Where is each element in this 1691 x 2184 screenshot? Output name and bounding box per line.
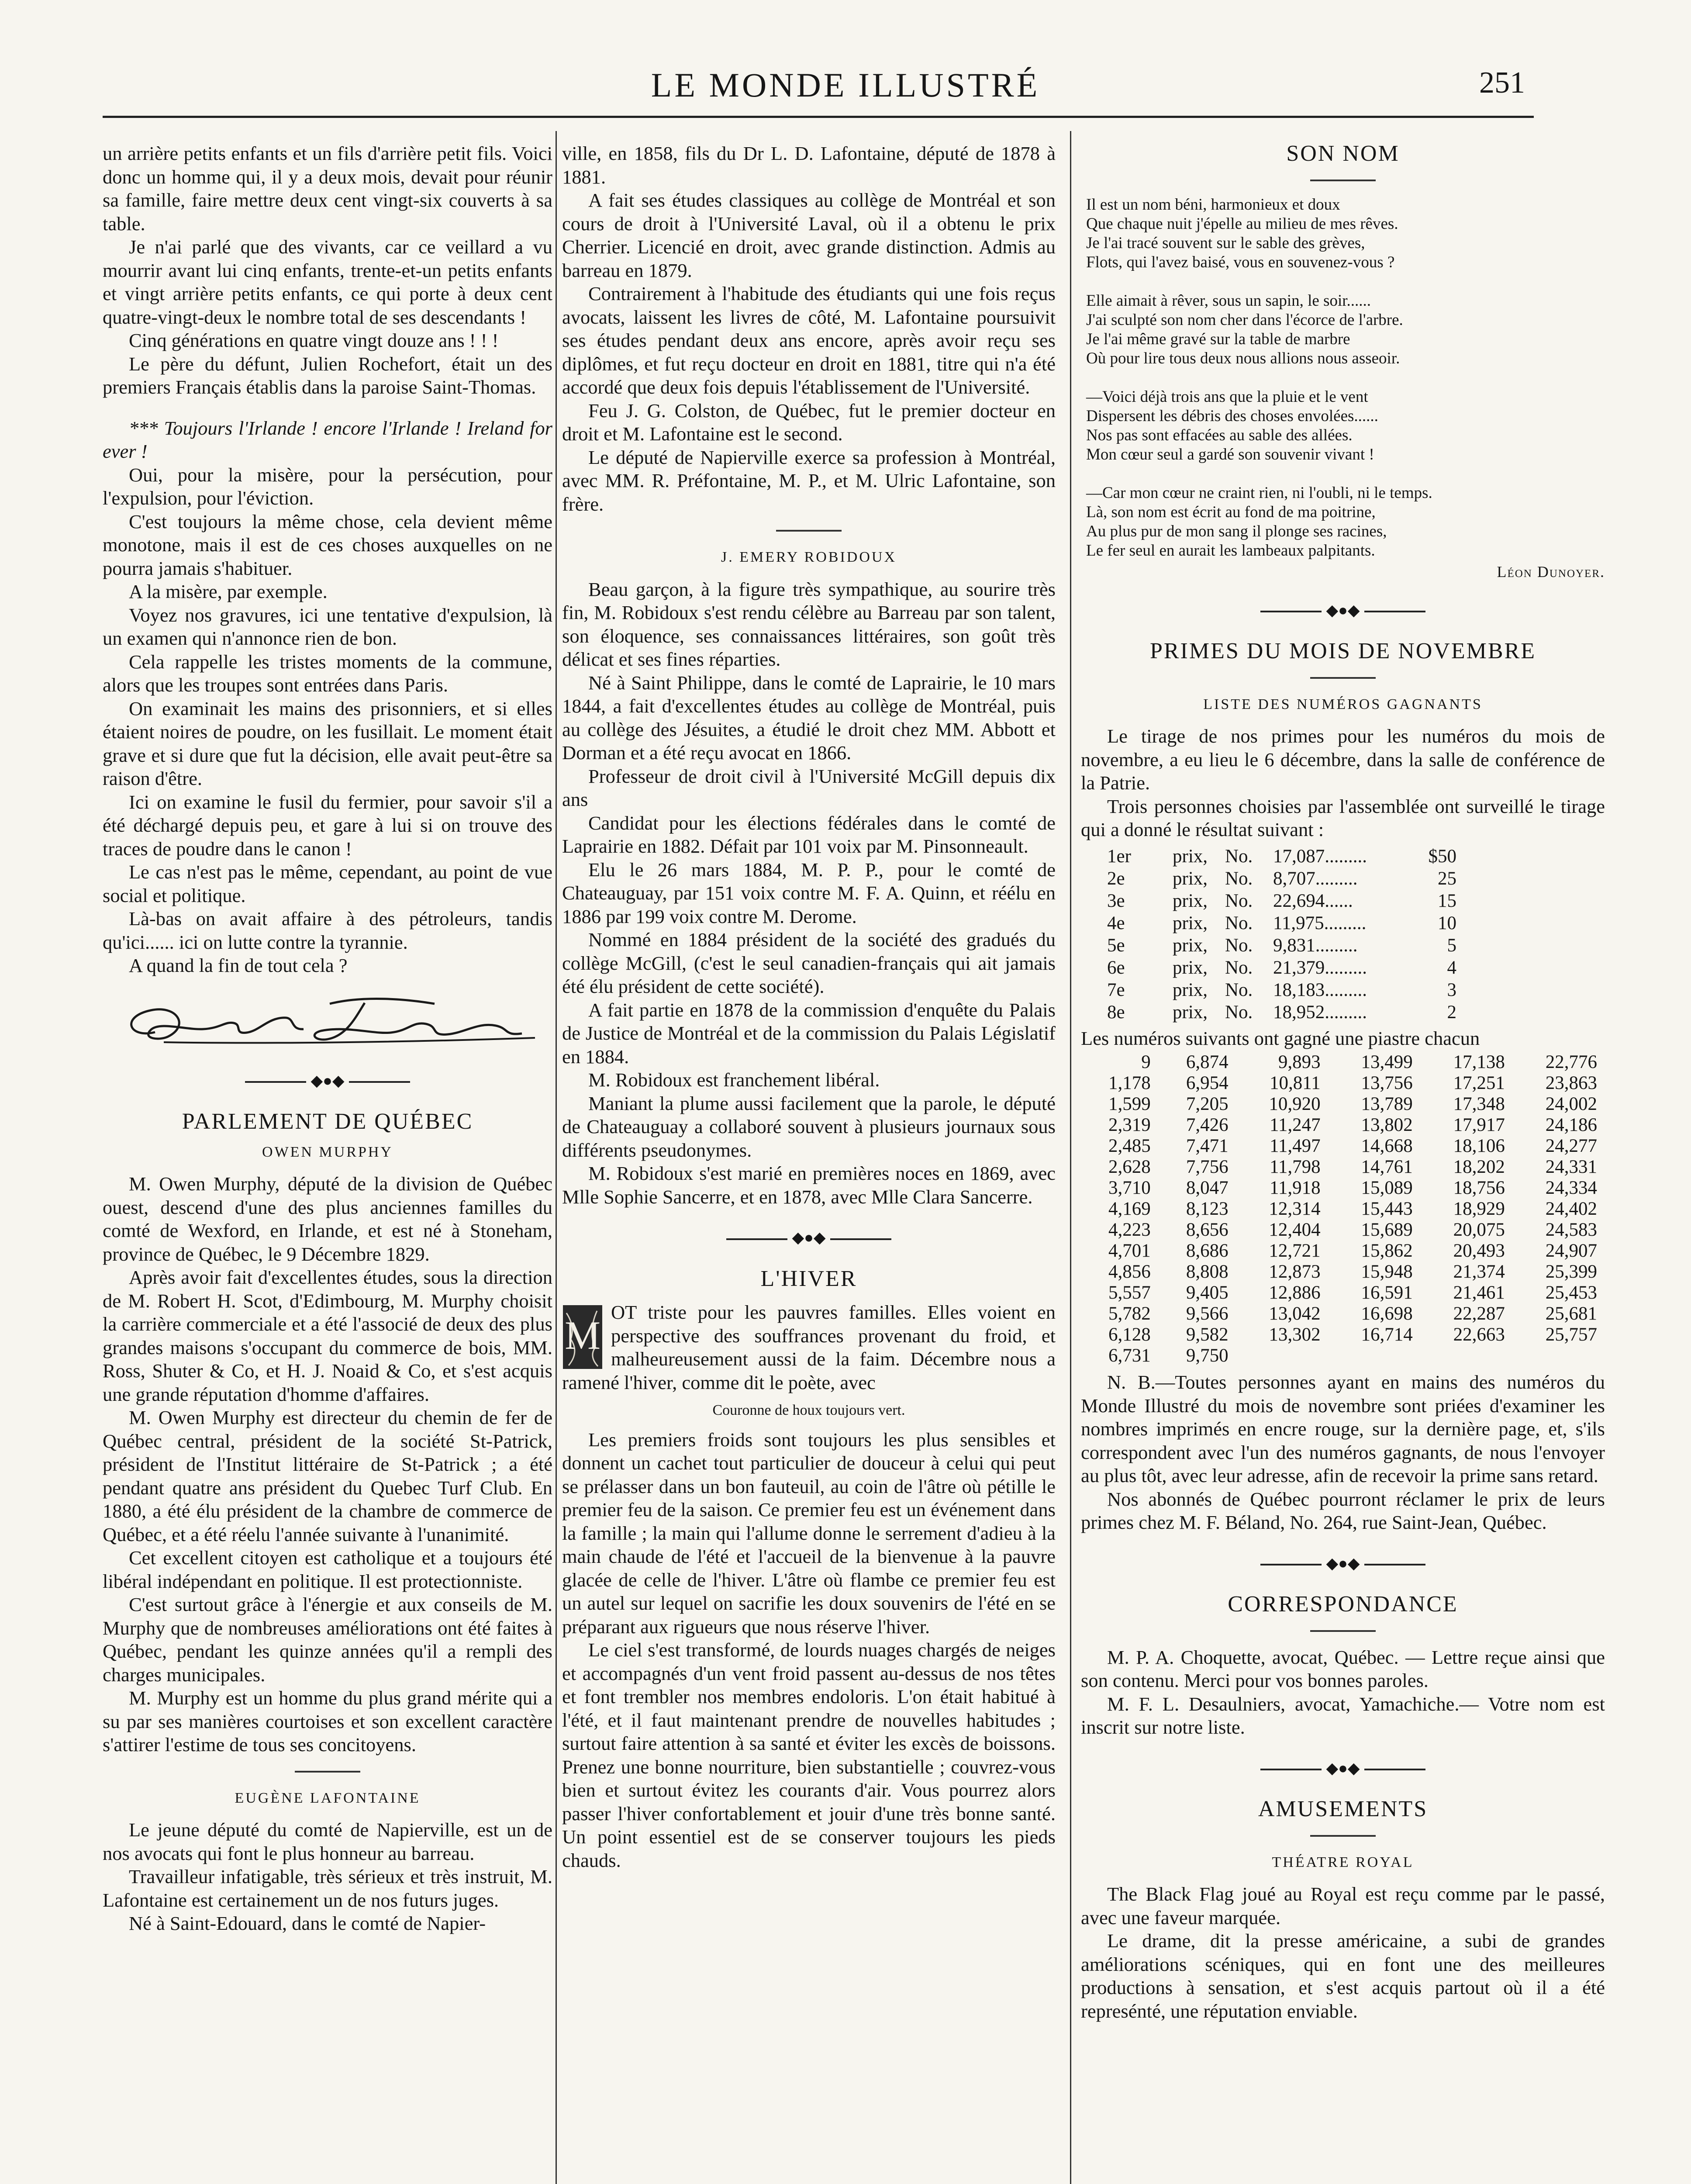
prize-row xyxy=(1107,1001,1605,1023)
table-row xyxy=(1081,1220,1605,1241)
quote-line: Couronne de houx toujours vert. xyxy=(712,1402,905,1418)
signature xyxy=(103,991,552,1052)
table-cell: 4,223 xyxy=(1108,1220,1151,1240)
paragraph: Le tirage de nos primes pour les numéros du mois de novembre, a eu lieu le 6 décembre, dans la salle de conférence de la Patrie. xyxy=(1081,725,1605,794)
prize-cell: 18,183......... xyxy=(1273,979,1367,1000)
table-cell xyxy=(1329,1345,1421,1366)
paragraph: Après avoir fait d'excellentes études, sous la direction de M. Robert H. Scot, d'Edimbourg, M. Murphy choisit la carrière commerciale et a été l'associé de deux des plus grandes maisons s'occupant du commerce de bois, MM. Ross, Shuter & Co, et H. J. Noaid & Co, et s'est acquis une grande réputation d'homme d'affaires. xyxy=(103,1266,552,1405)
table-cell: 25,681 xyxy=(1545,1303,1597,1324)
table-cell: 21,374 xyxy=(1453,1261,1505,1282)
paragraph: Né à Saint Philippe, dans le comté de Laprairie, le 10 mars 1844, a fait d'excellentes études au collège de Montréal, puis au collège des Jésuites, a étudié le droit chez MM. Abbott et Dorman et a été reçu avocat en 1866. xyxy=(562,671,1056,764)
stanza xyxy=(1086,291,1605,368)
prize-cell: prix, xyxy=(1173,1002,1208,1023)
numbers-caption: Les numéros suivants ont gagné une piastre chacun xyxy=(1081,1027,1480,1049)
paragraph: Nos abonnés de Québec pourront réclamer le prix de leurs primes chez M. F. Béland, No. 264, rue Saint-Jean, Québec. xyxy=(1081,1488,1605,1533)
prize-cell: 7e xyxy=(1107,979,1125,1000)
subheading: EUGÈNE LAFONTAINE xyxy=(235,1790,421,1806)
table-cell: 17,251 xyxy=(1453,1073,1505,1093)
prize-cell: 5 xyxy=(1447,935,1456,956)
table-cell: 21,461 xyxy=(1453,1282,1505,1303)
table-cell: 6,731 xyxy=(1108,1345,1151,1366)
section-heading: PARLEMENT DE QUÉBEC xyxy=(182,1109,473,1134)
paragraph: M. Owen Murphy est directeur du chemin de fer de Québec central, président de la société St-Patrick, président de l'Institut littéraire de St-Patrick ; a été pendant quatre ans président du Quebec Turf Club. En 1880, a été élu président de la chambre de commerce de Québec, et a été réelu l'année suivante à l'unanimité. xyxy=(103,1406,552,1545)
prize-cell: 25 xyxy=(1438,868,1456,889)
paragraph: A fait partie en 1878 de la commission d'enquête du Palais de Justice de Montréal et de la commission du Palais Législatif en 1884. xyxy=(562,999,1056,1068)
prize-cell: prix, xyxy=(1173,912,1208,933)
column-3 xyxy=(1081,142,1605,2023)
table-cell: 15,689 xyxy=(1361,1220,1413,1240)
table-row xyxy=(1081,1345,1605,1366)
ornament-divider: ◆●◆ xyxy=(1081,599,1605,622)
prize-cell: 6e xyxy=(1107,957,1125,978)
paragraph: Les premiers froids sont toujours les plus sensibles et donnent un cachet tout particulier de douceur à celui qui peut se prélasser dans un bon fauteuil, au coin de l'âtre où pétille le premier feu de la saison. Ce premier feu est un événement dans la famille ; la main qui l'allume donne le serrement d'adieu à la main chaude de l'été et l'accueil de la bienvenue à la pauvre glacée de celle de l'hiver. L'âtre où flambe ce premier feu est un autel sur lequel on sacrifie les doux souvenirs de l'été en se préparant aux rigueurs que nous réserve l'hiver. xyxy=(562,1428,1056,1638)
poem-line: Où pour lire tous deux nous allions nous asseoir. xyxy=(1086,349,1400,367)
paragraph: ville, en 1858, fils du Dr L. D. Lafontaine, député de 1878 à 1881. xyxy=(562,142,1056,188)
table-cell: 13,789 xyxy=(1361,1094,1413,1114)
table-cell: 11,798 xyxy=(1270,1157,1321,1177)
poem-line: Là, son nom est écrit au fond de ma poitrine, xyxy=(1086,503,1376,521)
table-cell xyxy=(1236,1345,1329,1366)
paragraph: un arrière petits enfants et un fils d'arrière petit fils. Voici donc un homme qui, il y a deux mois, devait pour réunir sa famille, faire mettre deux cent vingt-six couverts à sa table. xyxy=(103,142,552,235)
prize-cell: No. xyxy=(1225,1002,1253,1023)
prize-row xyxy=(1107,934,1605,957)
rule xyxy=(1310,1835,1376,1837)
drop-cap-letter: M xyxy=(565,1313,600,1358)
rule xyxy=(295,1771,360,1773)
paragraph: Travailleur infatigable, très sérieux et très instruit, M. Lafontaine est certainement un de nos futurs juges. xyxy=(103,1866,552,1911)
poem-line: Au plus pur de mon sang il plonge ses racines, xyxy=(1086,522,1387,540)
table-row xyxy=(1081,1324,1605,1345)
subheading: J. EMERY ROBIDOUX xyxy=(721,549,897,565)
paragraph: Beau garçon, à la figure très sympathique, au sourire très fin, M. Robidoux s'est rendu célèbre au Barreau par son talent, son éloquence, ses connaissances littéraires, son goût très délicat et ses fines réparties. xyxy=(562,578,1056,670)
table-cell: 20,493 xyxy=(1453,1241,1505,1261)
table-cell: 10,811 xyxy=(1270,1073,1321,1093)
table-cell: 7,205 xyxy=(1186,1094,1229,1114)
stanza xyxy=(1086,484,1605,560)
table-cell: 13,499 xyxy=(1361,1052,1413,1072)
table-cell: 25,453 xyxy=(1545,1282,1597,1303)
table-cell: 22,287 xyxy=(1453,1303,1505,1324)
ornament-divider: ◆●◆ xyxy=(1081,1757,1605,1780)
table-cell: 7,426 xyxy=(1186,1115,1229,1135)
table-cell: 15,443 xyxy=(1361,1199,1413,1219)
paragraph: Trois personnes choisies par l'assemblée ont surveillé le tirage qui a donné le résultat suivant : xyxy=(1081,795,1605,840)
table-cell: 11,247 xyxy=(1270,1115,1321,1135)
table-cell: 25,757 xyxy=(1545,1324,1597,1345)
table-cell: 14,761 xyxy=(1361,1157,1413,1177)
table-cell: 24,277 xyxy=(1545,1136,1597,1156)
prize-cell: 9,831......... xyxy=(1273,935,1358,956)
paragraph: Je n'ai parlé que des vivants, car ce veillard a vu mourrir avant lui cinq enfants, trente-et-un petits enfants et vingt arrière petits enfants, ce qui porte à deux cent quatre-vingt-deux le nombre total de ses descendants ! xyxy=(103,236,552,328)
column-1 xyxy=(103,142,552,1935)
paragraph: N. B.—Toutes personnes ayant en mains des numéros du Monde Illustré du mois de novembre sont priées d'examiner les nombres imprimés en encre rouge, sur la dernière page, et, s'ils correspondent avec l'un des numéros gagnants, de nous l'envoyer au plus tôt, avec leur adresse, afin de recevoir la prime sans retard. xyxy=(1081,1371,1605,1486)
paragraph: Le drame, dit la presse américaine, a subi de grandes améliorations scéniques, qui en font une des meilleures productions à sensation, et s'est acquis partout où il a été represénté, une réputation enviable. xyxy=(1081,1930,1605,2022)
table-cell: 22,776 xyxy=(1545,1052,1597,1072)
table-row xyxy=(1081,1261,1605,1282)
paragraph: Là-bas on avait affaire à des pétroleurs, tandis qu'ici...... ici on lutte contre la tyrannie. xyxy=(103,908,552,953)
table-cell: 10,920 xyxy=(1269,1094,1321,1114)
table-cell: 24,331 xyxy=(1545,1157,1597,1177)
section-heading: SON NOM xyxy=(1286,141,1400,166)
newspaper-title: LE MONDE ILLUSTRÉ xyxy=(651,66,1040,104)
rule xyxy=(1310,180,1376,181)
table-cell: 9,750 xyxy=(1186,1345,1229,1366)
table-cell: 17,917 xyxy=(1453,1115,1505,1135)
paragraph: M. Robidoux est franchement libéral. xyxy=(588,1069,880,1091)
table-cell: 15,948 xyxy=(1361,1261,1413,1282)
table-cell: 8,686 xyxy=(1186,1241,1229,1261)
paragraph: Cela rappelle les tristes moments de la commune, alors que les troupes sont entrées dans Paris. xyxy=(103,650,552,696)
paragraph: OT triste pour les pauvres familles. Elles voient en perspective des souffrances provenant du froid, et malheureusement aussi de la faim. Décembre nous a ramené l'hiver, comme dit le poète, avec xyxy=(562,1301,1056,1393)
table-cell: 24,907 xyxy=(1545,1241,1597,1261)
prize-cell: 4e xyxy=(1107,912,1125,933)
prize-cell: 21,379......... xyxy=(1273,957,1367,978)
table-cell: 13,302 xyxy=(1269,1324,1321,1345)
section-heading: L'HIVER xyxy=(760,1266,857,1291)
paragraph: Le père du défunt, Julien Rochefort, était un des premiers Français établis dans la paroise Saint-Thomas. xyxy=(103,352,552,398)
table-cell: 18,929 xyxy=(1453,1199,1505,1219)
poem-line: Dispersent les débris des choses envolées...... xyxy=(1086,407,1378,425)
poem-line: Le fer seul en aurait les lambeaux palpitants. xyxy=(1086,541,1375,560)
header-rule xyxy=(103,116,1534,118)
paragraph: Né à Saint-Edouard, dans le comté de Napier- xyxy=(129,1912,486,1934)
table-cell: 6,128 xyxy=(1108,1324,1151,1345)
prize-cell: prix, xyxy=(1173,979,1208,1000)
prize-cell: 5e xyxy=(1107,935,1125,956)
table-cell: 4,169 xyxy=(1108,1199,1151,1219)
prize-list xyxy=(1107,845,1605,1023)
paragraph: Le ciel s'est transformé, de lourds nuages chargés de neiges et accompagnés d'un vent froid passent au-dessus de nos têtes et font trembler nos membres endoloris. L'on était habitué à l'été, et il faut maintenant prendre de nouvelles habitudes ; surtout faire attention à sa santé et éviter les excès de boissons. Prenez une bonne nourriture, bien substantielle ; couvrez-vous bien et surtout évitez les courants d'air. Vous pourrez alors passer l'hiver confortablement et jouir d'une très bonne santé. Un point essentiel est de se conserver toujours les pieds chauds. xyxy=(562,1639,1056,1871)
paragraph: Cet excellent citoyen est catholique et a toujours été libéral indépendant en politique. Il est protectionniste. xyxy=(103,1547,552,1592)
table-cell: 24,186 xyxy=(1545,1115,1597,1135)
table-cell: 9,405 xyxy=(1186,1282,1229,1303)
table-cell: 2,319 xyxy=(1108,1115,1151,1135)
paragraph: Candidat pour les élections fédérales dans le comté de Laprairie en 1882. Défait par 101 voix par M. Pinsonneault. xyxy=(562,812,1056,857)
subheading: OWEN MURPHY xyxy=(262,1144,393,1160)
rule xyxy=(1310,1630,1376,1632)
paragraph: Le député de Napierville exerce sa profession à Montréal, avec MM. R. Préfontaine, M. P., et M. Ulric Lafontaine, son frère. xyxy=(562,446,1056,515)
winning-numbers-table xyxy=(1081,1052,1605,1366)
table-cell: 7,756 xyxy=(1186,1157,1229,1177)
table-cell: 9 xyxy=(1141,1052,1151,1072)
rule xyxy=(776,530,842,532)
subheading: THÉATRE ROYAL xyxy=(1272,1854,1414,1870)
table-cell: 11,497 xyxy=(1270,1136,1321,1156)
ornament-divider: ◆●◆ xyxy=(103,1069,552,1093)
prize-cell: No. xyxy=(1225,935,1253,956)
table-cell: 13,802 xyxy=(1361,1115,1413,1135)
ornament-divider: ◆●◆ xyxy=(1081,1552,1605,1576)
table-cell: 13,756 xyxy=(1361,1073,1413,1093)
table-cell: 2,628 xyxy=(1108,1157,1151,1177)
poem-line: Flots, qui l'avez baisé, vous en souvenez-vous ? xyxy=(1086,253,1395,271)
table-cell: 18,756 xyxy=(1453,1178,1505,1198)
poem-line: Mon cœur seul a gardé son souvenir vivant ! xyxy=(1086,445,1374,463)
prize-cell: 2e xyxy=(1107,868,1125,889)
table-cell: 9,582 xyxy=(1186,1324,1229,1345)
poem-line: Nos pas sont effacées au sable des allées. xyxy=(1086,426,1353,444)
prize-cell: No. xyxy=(1225,979,1253,1000)
rule xyxy=(1310,677,1376,679)
prize-cell: prix, xyxy=(1173,868,1208,889)
paragraph: Feu J. G. Colston, de Québec, fut le premier docteur en droit et M. Lafontaine est le second. xyxy=(562,399,1056,445)
section-heading: AMUSEMENTS xyxy=(1258,1797,1428,1821)
paragraph: Le cas n'est pas le même, cependant, au point de vue social et politique. xyxy=(103,861,552,906)
table-cell: 24,583 xyxy=(1545,1220,1597,1240)
table-row xyxy=(1081,1073,1605,1094)
table-row xyxy=(1081,1282,1605,1303)
column-2 xyxy=(562,142,1056,1872)
section-heading: CORRESPONDANCE xyxy=(1228,1592,1458,1617)
table-cell: 12,404 xyxy=(1269,1220,1321,1240)
table-cell: 11,918 xyxy=(1270,1178,1321,1198)
stanza xyxy=(1086,387,1605,464)
table-cell: 16,714 xyxy=(1361,1324,1413,1345)
prize-cell: No. xyxy=(1225,890,1253,911)
prize-cell: 22,694...... xyxy=(1273,890,1353,911)
paragraph: A la misère, par exemple. xyxy=(129,581,328,602)
table-cell: 24,402 xyxy=(1545,1199,1597,1219)
table-cell: 1,178 xyxy=(1108,1073,1151,1093)
poem-line: —Car mon cœur ne craint rien, ni l'oubli, ni le temps. xyxy=(1086,484,1432,502)
table-cell: 16,698 xyxy=(1361,1303,1413,1324)
table-cell: 12,886 xyxy=(1269,1282,1321,1303)
table-cell: 8,123 xyxy=(1186,1199,1229,1219)
paragraph: Ici on examine le fusil du fermier, pour savoir s'il a été déchargé depuis peu, et gare à lui si on trouve des traces de poudre dans le canon ! xyxy=(103,791,552,860)
table-cell: 14,668 xyxy=(1361,1136,1413,1156)
table-row xyxy=(1081,1303,1605,1324)
table-row xyxy=(1081,1136,1605,1157)
prize-row xyxy=(1107,867,1605,890)
table-cell: 22,663 xyxy=(1453,1324,1505,1345)
table-cell: 23,863 xyxy=(1545,1073,1597,1093)
table-cell xyxy=(1513,1345,1605,1366)
table-cell: 24,334 xyxy=(1545,1178,1597,1198)
poem-line: —Voici déjà trois ans que la pluie et le vent xyxy=(1086,387,1368,406)
table-cell: 9,893 xyxy=(1278,1052,1321,1072)
table-cell: 6,874 xyxy=(1186,1052,1229,1072)
table-cell: 4,701 xyxy=(1108,1241,1151,1261)
paragraph: Maniant la plume aussi facilement que la parole, le député de Chateauguay a collaboré souvent à plusieurs journaux sous différents pseudonymes. xyxy=(562,1092,1056,1161)
prize-cell: 17,087......... xyxy=(1273,846,1367,867)
page-header xyxy=(0,0,1691,127)
paragraph: C'est surtout grâce à l'énergie et aux conseils de M. Murphy que de nombreuses améliorations ont été faites à Québec, pendant les quinze années qu'il a rempli des charges municipales. xyxy=(103,1593,552,1686)
prize-cell: 1er xyxy=(1107,846,1131,867)
prize-cell: 8e xyxy=(1107,1002,1125,1023)
table-cell: 5,782 xyxy=(1108,1303,1151,1324)
table-cell: 8,047 xyxy=(1186,1178,1229,1198)
column-divider-2 xyxy=(1070,131,1071,2184)
page-number: 251 xyxy=(1479,66,1525,100)
table-cell: 17,348 xyxy=(1453,1094,1505,1114)
paragraph: A fait ses études classiques au collège de Montréal et son cours de droit à l'Université Laval, où il a obtenu le prix Cherrier. Licencié en droit, avec grande distinction. Admis au barreau en 1879. xyxy=(562,189,1056,281)
prize-cell: No. xyxy=(1225,912,1253,933)
prize-cell: 4 xyxy=(1447,957,1456,978)
poem-line: Que chaque nuit j'épelle au milieu de mes rêves. xyxy=(1086,214,1398,233)
prize-cell: 15 xyxy=(1438,890,1456,911)
table-cell: 5,557 xyxy=(1108,1282,1151,1303)
paragraph: Nommé en 1884 président de la société des gradués du collège McGill, (c'est le seul canadien-français qui ait jamais été élu président de cette société). xyxy=(562,929,1056,997)
table-cell: 25,399 xyxy=(1545,1261,1597,1282)
table-cell: 18,202 xyxy=(1453,1157,1505,1177)
prize-cell: 8,707......... xyxy=(1273,868,1358,889)
table-cell: 7,471 xyxy=(1186,1136,1229,1156)
table-cell: 12,873 xyxy=(1269,1261,1321,1282)
table-cell: 15,089 xyxy=(1361,1178,1413,1198)
section-heading: PRIMES DU MOIS DE NOVEMBRE xyxy=(1149,639,1536,663)
table-cell: 1,599 xyxy=(1108,1094,1151,1114)
paragraph: Le jeune député du comté de Napierville, est un de nos avocats qui font le plus honneur au barreau. xyxy=(103,1819,552,1864)
paragraph: A quand la fin de tout cela ? xyxy=(129,954,348,976)
paragraph: Cinq générations en quatre vingt douze ans ! ! ! xyxy=(129,329,499,351)
prize-cell: 2 xyxy=(1447,1002,1456,1023)
column-divider-1 xyxy=(556,131,557,2184)
poem-line: Elle aimait à rêver, sous un sapin, le soir...... xyxy=(1086,291,1371,310)
prize-cell: prix, xyxy=(1173,846,1208,867)
table-cell: 13,042 xyxy=(1269,1303,1321,1324)
poem-line: J'ai sculpté son nom cher dans l'écorce de l'arbre. xyxy=(1086,311,1403,329)
prize-cell: prix, xyxy=(1173,957,1208,978)
table-cell: 15,862 xyxy=(1361,1241,1413,1261)
prize-row xyxy=(1107,957,1605,979)
table-cell: 18,106 xyxy=(1453,1136,1505,1156)
paragraph: M. P. A. Choquette, avocat, Québec. — Lettre reçue ainsi que son contenu. Merci pour vos bonnes paroles. xyxy=(1081,1646,1605,1691)
table-row xyxy=(1081,1157,1605,1178)
poem-line: Je l'ai même gravé sur la table de marbre xyxy=(1086,330,1350,348)
subheading: LISTE DES NUMÉROS GAGNANTS xyxy=(1203,696,1483,712)
prize-cell: 10 xyxy=(1438,912,1456,933)
table-row xyxy=(1081,1115,1605,1136)
table-cell: 20,075 xyxy=(1453,1220,1505,1240)
paragraph: Contrairement à l'habitude des étudiants qui une fois reçus avocats, laissent les livres de côté, M. Lafontaine poursuivit ses études pendant deux ans encore, après avoir reçu ses diplômes, et fut reçu docteur en droit en 1881, titre qui n'a été accordé que deux fois depuis l'établissement de l'Université. xyxy=(562,283,1056,398)
paragraph: M. Murphy est un homme du plus grand mérite qui a su par ses manières courtoises et son excellent caractère s'attirer l'estime de tous ses concitoyens. xyxy=(103,1687,552,1755)
paragraph: Oui, pour la misère, pour la persécution, pour l'expulsion, pour l'éviction. xyxy=(103,463,552,509)
paragraph: On examinait les mains des prisonniers, et si elles étaient noires de poudre, on les fusillait. Le moment était grave et si dure que fut la décision, elle avait peut-être sa raison d'être. xyxy=(103,697,552,789)
poem-line: Il est un nom béni, harmonieux et doux xyxy=(1086,195,1340,214)
table-row xyxy=(1081,1199,1605,1220)
paragraph: C'est toujours la même chose, cela devient même monotone, mais il est de ces choses auxquelles on ne pourra jamais s'habituer. xyxy=(103,510,552,579)
table-cell: 17,138 xyxy=(1453,1052,1505,1072)
table-cell: 24,002 xyxy=(1545,1094,1597,1114)
paragraph: Elu le 26 mars 1884, M. P. P., pour le comté de Chateauguay, par 151 voix contre M. F. A. Quinn, et réélu en 1886 par 199 voix contre M. Derome. xyxy=(562,858,1056,927)
paragraph: M. Robidoux s'est marié en premières noces en 1869, avec Mlle Sophie Sancerre, et en 1878, avec Mlle Clara Sancerre. xyxy=(562,1162,1056,1208)
stanza xyxy=(1086,195,1605,272)
table-cell xyxy=(1421,1345,1513,1366)
decorative-initial xyxy=(562,1304,603,1370)
table-cell: 2,485 xyxy=(1108,1136,1151,1156)
table-cell: 12,314 xyxy=(1269,1199,1321,1219)
prize-cell: No. xyxy=(1225,957,1253,978)
table-cell: 4,856 xyxy=(1108,1261,1151,1282)
prize-cell: prix, xyxy=(1173,935,1208,956)
prize-cell: prix, xyxy=(1173,890,1208,911)
paragraph: *** Toujours l'Irlande ! encore l'Irlande ! Ireland for ever ! xyxy=(103,417,552,462)
prize-row xyxy=(1107,912,1605,934)
paragraph: M. Owen Murphy, député de la division de Québec ouest, descend d'une des plus anciennes familles du comté de Wexford, en Irlande, et est né à Stoneham, province de Québec, le 9 Décembre 1829. xyxy=(103,1173,552,1265)
table-cell: 9,566 xyxy=(1186,1303,1229,1324)
prize-cell: $50 xyxy=(1428,846,1456,867)
table-cell: 3,710 xyxy=(1108,1178,1151,1198)
paragraph: Professeur de droit civil à l'Université McGill depuis dix ans xyxy=(562,765,1056,810)
prize-row xyxy=(1107,845,1605,867)
table-row xyxy=(1081,1241,1605,1261)
ornament-divider: ◆●◆ xyxy=(562,1226,1056,1250)
poem xyxy=(1086,195,1605,581)
table-row xyxy=(1081,1094,1605,1115)
prize-cell: No. xyxy=(1225,868,1253,889)
table-row xyxy=(1081,1178,1605,1199)
table-cell: 16,591 xyxy=(1361,1282,1413,1303)
poet-signature: Léon Dunoyer. xyxy=(1497,563,1605,581)
prize-row xyxy=(1107,890,1605,912)
paragraph: Voyez nos gravures, ici une tentative d'expulsion, là un examen qui n'annonce rien de bon. xyxy=(103,604,552,649)
table-cell: 8,656 xyxy=(1186,1220,1229,1240)
prize-cell: 3e xyxy=(1107,890,1125,911)
table-cell: 6,954 xyxy=(1186,1073,1229,1093)
poem-line: Je l'ai tracé souvent sur le sable des grèves, xyxy=(1086,234,1365,252)
paragraph: The Black Flag joué au Royal est reçu comme par le passé, avec une faveur marquée. xyxy=(1081,1883,1605,1928)
table-row xyxy=(1081,1052,1605,1073)
prize-cell: 18,952......... xyxy=(1273,1002,1367,1023)
paragraph: M. F. L. Desaulniers, avocat, Yamachiche.— Votre nom est inscrit sur notre liste. xyxy=(1081,1693,1605,1738)
prize-cell: No. xyxy=(1225,846,1253,867)
table-cell: 12,721 xyxy=(1269,1241,1321,1261)
prize-cell: 3 xyxy=(1447,979,1456,1000)
prize-cell: 11,975......... xyxy=(1273,912,1367,933)
prize-row xyxy=(1107,979,1605,1001)
table-cell: 8,808 xyxy=(1186,1261,1229,1282)
